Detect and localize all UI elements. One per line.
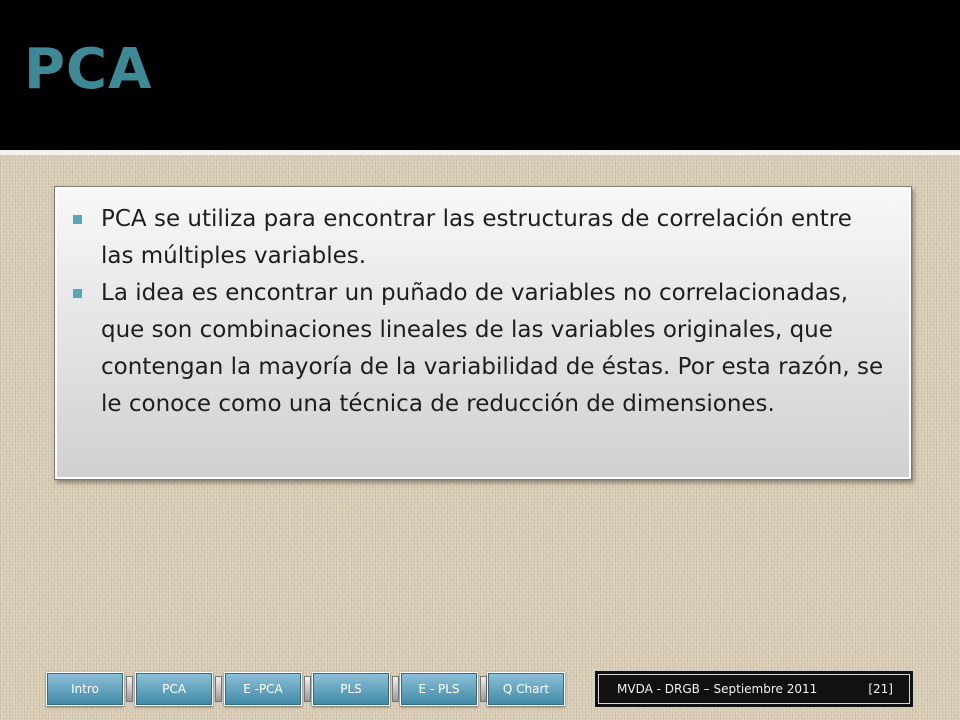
footer-box (594, 670, 914, 708)
navigation-bar (46, 672, 562, 706)
bullet-text: La idea es encontrar un puñado de variables no correlacionadas, que son combinaciones lineales de las variables originales, que contengan la mayoría de la variabilidad de éstas. Por esta razón, se le conoce como una técnica de reducción de dimensiones. (101, 280, 884, 417)
nav-separator (126, 676, 133, 702)
nav-separator (392, 676, 399, 702)
nav-button-e-pls[interactable]: E - PLS (400, 672, 478, 706)
nav-button-intro[interactable]: Intro (46, 672, 124, 706)
nav-separator (480, 676, 487, 702)
square-bullet-icon (73, 215, 82, 224)
nav-separator (304, 676, 311, 702)
title-divider (0, 150, 960, 155)
bullet-list (69, 201, 887, 423)
bullet-text: PCA se utiliza para encontrar las estructuras de correlación entre las múltiples variables. (101, 206, 852, 269)
content-box (54, 186, 912, 480)
square-bullet-icon (73, 289, 82, 298)
bullet-item (69, 275, 887, 423)
nav-separator (215, 676, 222, 702)
nav-button-q-chart[interactable]: Q Chart (487, 672, 565, 706)
footer-text: MVDA - DRGB – Septiembre 2011 (617, 682, 818, 696)
page-number: [21] (868, 682, 893, 696)
slide-title: PCA (24, 37, 153, 102)
footer-inner (598, 674, 910, 704)
nav-button-e-pca[interactable]: E -PCA (224, 672, 302, 706)
nav-button-pls[interactable]: PLS (312, 672, 390, 706)
nav-button-pca[interactable]: PCA (135, 672, 213, 706)
bullet-item (69, 201, 887, 275)
title-bar (0, 0, 960, 150)
